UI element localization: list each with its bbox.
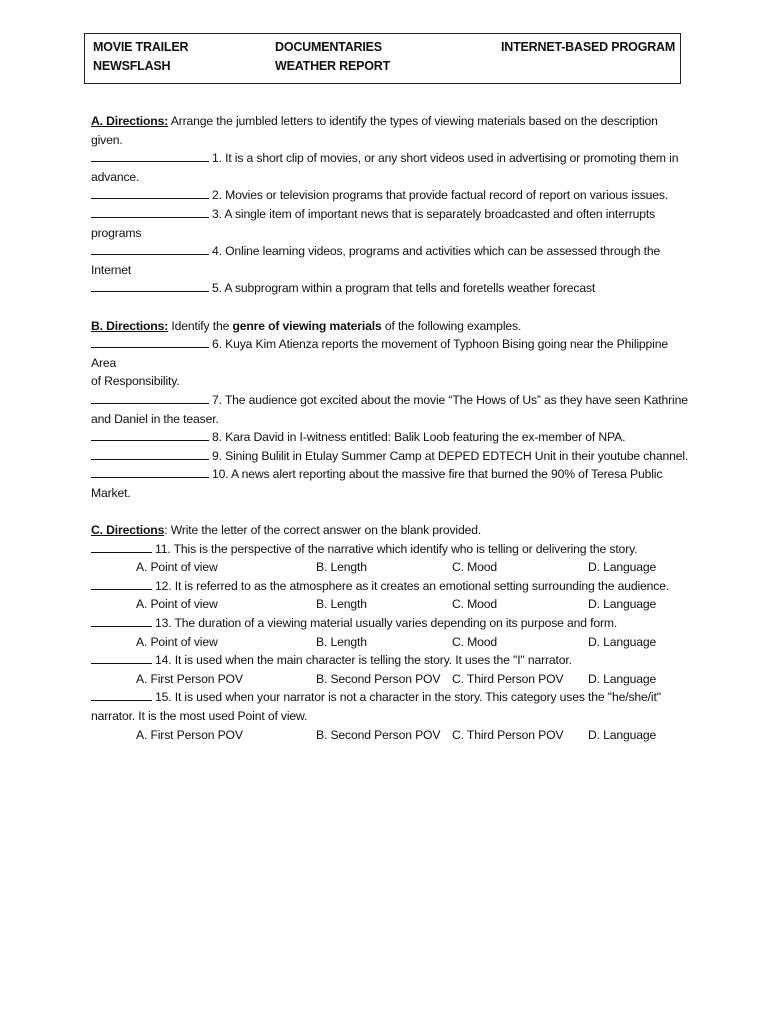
question-text: 12. It is referred to as the atmosphere as it creates an emotional setting surrounding the audience. xyxy=(155,578,670,593)
choice-a: A. Point of view xyxy=(136,597,218,612)
answer-blank[interactable] xyxy=(91,447,209,460)
word-bank-item: INTERNET-BASED PROGRAM xyxy=(501,40,676,54)
question-10-cont: Market. xyxy=(91,485,131,500)
answer-blank[interactable] xyxy=(91,577,152,590)
question-1 xyxy=(91,149,691,168)
choice-c: C. Mood xyxy=(452,560,498,575)
answer-blank[interactable] xyxy=(91,614,152,627)
answer-blank[interactable] xyxy=(91,335,209,348)
choice-b: B. Length xyxy=(316,597,367,612)
question-15 xyxy=(91,688,691,707)
question-4 xyxy=(91,242,691,261)
choice-d: D. Language xyxy=(588,560,657,575)
choice-a: A. First Person POV xyxy=(136,727,243,742)
question-text: 6. Kuya Kim Atienza reports the movement of Typhoon Bising going near the Philippine Area xyxy=(91,337,668,370)
choice-a: A. First Person POV xyxy=(136,671,243,686)
section-a-label: A. Directions: xyxy=(91,114,169,128)
section-a-text: Arrange the jumbled letters to identify the types of viewing materials based on the description given. xyxy=(91,114,658,147)
word-bank-item: WEATHER REPORT xyxy=(275,59,391,73)
section-c-directions xyxy=(91,521,691,540)
question-6 xyxy=(91,335,691,372)
question-text: 13. The duration of a viewing material usually varies depending on its purpose and form. xyxy=(155,616,618,631)
question-6-cont: of Responsibility. xyxy=(91,374,180,389)
section-b-highlight: genre of viewing materials xyxy=(232,318,382,333)
choice-b: B. Second Person POV xyxy=(316,671,441,686)
choice-d: D. Language xyxy=(588,727,657,742)
question-4-cont: Internet xyxy=(91,262,132,277)
question-text: 8. Kara David in I-witness entitled: Balik Loob featuring the ex-member of NPA. xyxy=(212,430,626,445)
choice-b: B. Length xyxy=(316,634,367,649)
question-14 xyxy=(91,651,691,670)
section-b-directions xyxy=(91,317,691,336)
choice-d: D. Language xyxy=(588,671,657,686)
question-text: 9. Sining Bulilit in Etulay Summer Camp at DEPED EDTECH Unit in their youtube channel. xyxy=(212,448,689,463)
choice-c: C. Mood xyxy=(452,597,498,612)
section-c-label: C. Directions xyxy=(91,523,165,538)
choice-a: A. Point of view xyxy=(136,560,218,575)
section-b-text: Identify the xyxy=(168,318,233,333)
question-2 xyxy=(91,186,691,205)
question-text: 10. A news alert reporting about the massive fire that burned the 90% of Teresa Public xyxy=(212,467,663,482)
choice-d: D. Language xyxy=(588,634,657,649)
question-7-cont: and Daniel in the teaser. xyxy=(91,411,219,426)
section-c-text: : Write the letter of the correct answer on the blank provided. xyxy=(164,523,482,538)
question-9 xyxy=(91,447,691,466)
answer-blank[interactable] xyxy=(91,651,152,664)
choices-15 xyxy=(91,726,691,745)
choices-13 xyxy=(91,633,691,652)
question-13 xyxy=(91,614,691,633)
answer-blank[interactable] xyxy=(91,540,152,553)
question-3-cont: programs xyxy=(91,225,142,240)
choice-c: C. Third Person POV xyxy=(452,727,564,742)
question-text: 2. Movies or television programs that provide factual record of report on various issues. xyxy=(212,188,669,203)
choice-b: B. Second Person POV xyxy=(316,727,441,742)
question-3 xyxy=(91,205,691,224)
question-text: 5. A subprogram within a program that tells and foretells weather forecast xyxy=(212,281,596,296)
question-text: 14. It is used when the main character is telling the story. It uses the "I" narrator. xyxy=(155,653,572,668)
word-bank-item: MOVIE TRAILER xyxy=(93,40,189,54)
question-1-cont: advance. xyxy=(91,169,140,184)
choices-11 xyxy=(91,558,691,577)
word-bank-item: NEWSFLASH xyxy=(93,59,171,73)
question-15-cont: narrator. It is the most used Point of view. xyxy=(91,709,308,723)
question-10 xyxy=(91,465,691,484)
answer-blank[interactable] xyxy=(91,186,209,199)
answer-blank[interactable] xyxy=(91,688,152,701)
answer-blank[interactable] xyxy=(91,279,209,292)
choice-a: A. Point of view xyxy=(136,634,218,649)
word-bank-item: DOCUMENTARIES xyxy=(275,40,382,54)
answer-blank[interactable] xyxy=(91,242,209,255)
section-b-text: of the following examples. xyxy=(381,318,522,333)
worksheet-content xyxy=(91,112,691,744)
question-text: 15. It is used when your narrator is not a character in the story. This category uses the "he/she/it" xyxy=(155,690,661,705)
question-text: 3. A single item of important news that is separately broadcasted and often interrupts xyxy=(212,206,656,221)
section-a-directions xyxy=(91,112,691,149)
question-5 xyxy=(91,279,691,298)
answer-blank[interactable] xyxy=(91,205,209,218)
question-12 xyxy=(91,577,691,596)
choices-12 xyxy=(91,595,691,614)
answer-blank[interactable] xyxy=(91,149,209,162)
choices-14 xyxy=(91,670,691,689)
choice-c: C. Mood xyxy=(452,634,498,649)
question-text: 11. This is the perspective of the narrative which identify who is telling or delivering the story. xyxy=(155,541,638,556)
question-8 xyxy=(91,428,691,447)
choice-b: B. Length xyxy=(316,560,367,575)
question-text: 1. It is a short clip of movies, or any short videos used in advertising or promoting them in xyxy=(212,151,679,166)
question-11 xyxy=(91,540,691,559)
choice-c: C. Third Person POV xyxy=(452,671,564,686)
question-text: 4. Online learning videos, programs and activities which can be assessed through the xyxy=(212,244,661,259)
section-b-label: B. Directions: xyxy=(91,318,169,333)
choice-d: D. Language xyxy=(588,597,657,612)
answer-blank[interactable] xyxy=(91,391,209,404)
answer-blank[interactable] xyxy=(91,428,209,441)
question-text: 7. The audience got excited about the movie “The Hows of Us” as they have seen Kathrine xyxy=(212,392,688,407)
answer-blank[interactable] xyxy=(91,465,209,478)
question-7 xyxy=(91,391,691,410)
